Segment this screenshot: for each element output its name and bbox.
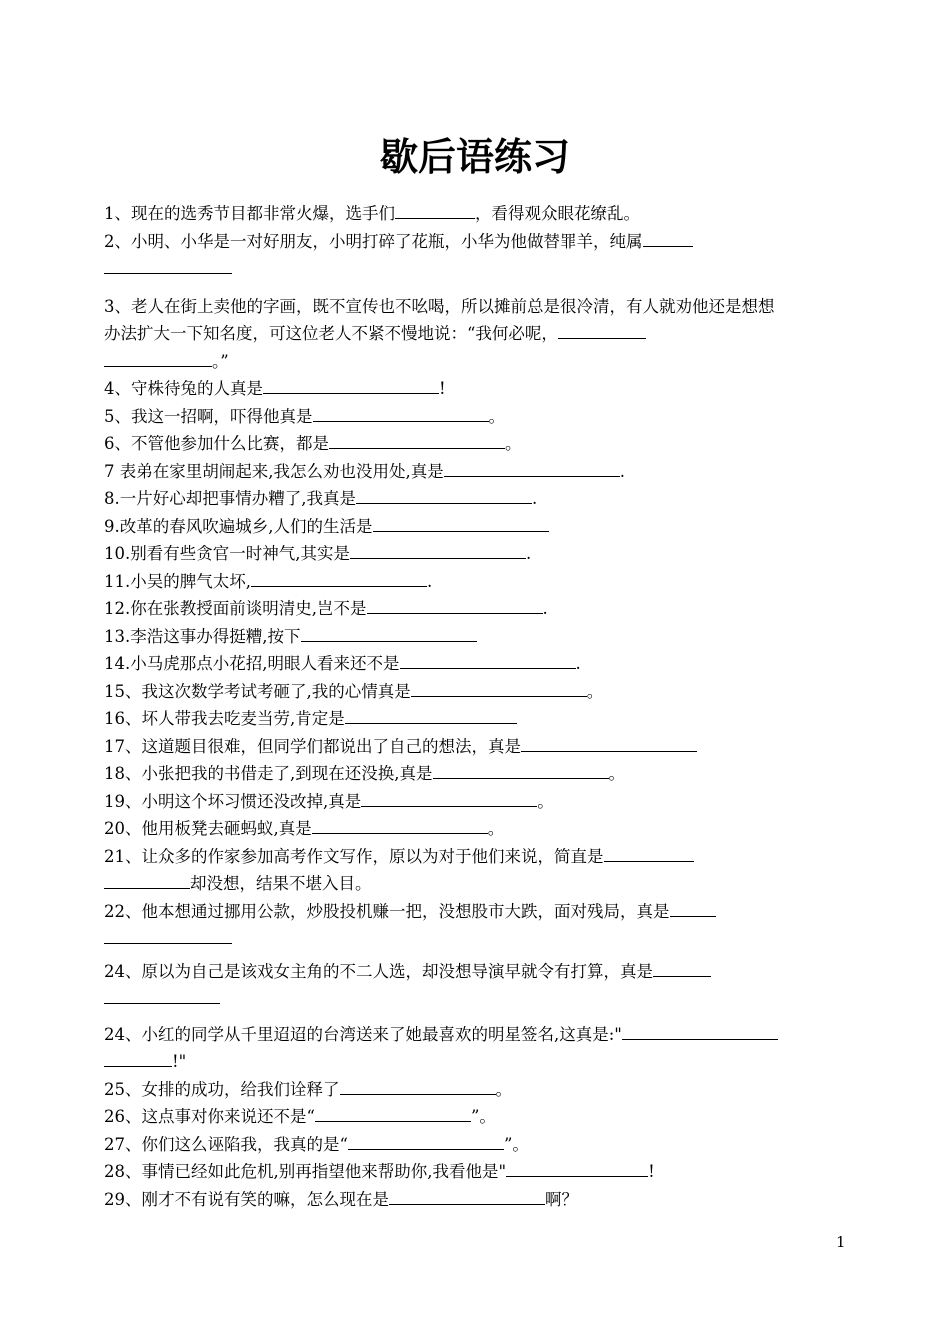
answer-blank[interactable] [104, 926, 232, 944]
answer-blank[interactable] [104, 256, 232, 274]
answer-blank[interactable] [104, 986, 220, 1004]
question-17: 17、这道题目很难，但同学们都说出了自己的想法，真是 [104, 733, 850, 761]
question-22: 22、他本想通过挪用公款，炒股投机赚一把，没想股市大跌，面对残局，真是 [104, 898, 850, 926]
question-6: 6、不管他参加什么比赛，都是 。 [104, 430, 850, 458]
answer-blank[interactable] [389, 1187, 545, 1205]
question-3-line-2: 办法扩大一下知名度，可这位老人不紧不慢地说：“我何必呢， [104, 320, 850, 348]
question-29: 29、刚才不有说有笑的嘛，怎么现在是 啊？ [104, 1186, 850, 1214]
question-8: 8.一片好心却把事情办糟了,我真是 . [104, 485, 850, 513]
question-11: 11.小吴的脾气太坏, . [104, 568, 850, 596]
answer-blank[interactable] [340, 1077, 496, 1095]
answer-blank[interactable] [444, 459, 620, 477]
question-4: 4、守株待兔的人真是 ! [104, 375, 850, 403]
answer-blank[interactable] [395, 201, 475, 219]
answer-blank[interactable] [315, 1104, 471, 1122]
question-19: 19、小明这个坏习惯还没改掉,真是 。 [104, 788, 850, 816]
question-15: 15、我这次数学考试考砸了,我的心情真是 。 [104, 678, 850, 706]
question-28: 28、事情已经如此危机,别再指望他来帮助你,我看他是" ! [104, 1158, 850, 1186]
answer-blank[interactable] [622, 1022, 778, 1040]
question-18: 18、小张把我的书借走了,到现在还没换,真是 。 [104, 760, 850, 788]
answer-blank[interactable] [400, 651, 576, 669]
question-26: 26、这点事对你来说还不是“ ”。 [104, 1103, 850, 1131]
question-3-line-3: 。” [104, 348, 850, 376]
answer-blank[interactable] [643, 229, 693, 247]
question-1: 1、现在的选秀节目都非常火爆，选手们 ，看得观众眼花缭乱。 [104, 200, 850, 228]
answer-blank[interactable] [301, 624, 477, 642]
answer-blank[interactable] [312, 816, 488, 834]
answer-blank[interactable] [373, 514, 549, 532]
answer-blank[interactable] [104, 1049, 172, 1067]
answer-blank[interactable] [104, 349, 212, 367]
question-24a: 24、原以为自己是该戏女主角的不二人选，却没想导演早就令有打算，真是 [104, 958, 850, 986]
answer-blank[interactable] [558, 321, 646, 339]
answer-blank[interactable] [411, 679, 587, 697]
question-10: 10.别看有些贪官一时神气,其实是 . [104, 540, 850, 568]
answer-blank[interactable] [263, 376, 439, 394]
answer-blank[interactable] [329, 431, 505, 449]
question-24a-continued [104, 985, 850, 1013]
answer-blank[interactable] [104, 871, 190, 889]
answer-blank[interactable] [367, 596, 543, 614]
question-13: 13.李浩这事办得挺糟,按下 [104, 623, 850, 651]
question-25: 25、女排的成功，给我们诠释了 。 [104, 1076, 850, 1104]
answer-blank[interactable] [653, 959, 711, 977]
question-5: 5、我这一招啊，吓得他真是 。 [104, 403, 850, 431]
page-title: 歇后语练习 [379, 135, 570, 179]
answer-blank[interactable] [604, 844, 694, 862]
question-21: 21、让众多的作家参加高考作文写作，原以为对于他们来说，简直是 [104, 843, 850, 871]
question-3: 3、老人在街上卖他的字画，既不宣传也不吆喝，所以摊前总是很冷清，有人就劝他还是想想 [104, 296, 775, 316]
answer-blank[interactable] [251, 569, 427, 587]
question-7: 7 表弟在家里胡闹起来,我怎么劝也没用处,真是 . [104, 458, 850, 486]
answer-blank[interactable] [348, 1132, 504, 1150]
answer-blank[interactable] [433, 761, 609, 779]
answer-blank[interactable] [313, 404, 489, 422]
exercise-list [104, 200, 850, 1213]
question-20: 20、他用板凳去砸蚂蚁,真是 。 [104, 815, 850, 843]
question-27: 27、你们这么诬陷我，我真的是“ ”。 [104, 1131, 850, 1159]
question-14: 14.小马虎那点小花招,明眼人看来还不是 . [104, 650, 850, 678]
question-16: 16、坏人带我去吃麦当劳,肯定是 [104, 705, 850, 733]
answer-blank[interactable] [506, 1159, 648, 1177]
page-number: 1 [836, 1233, 846, 1251]
answer-blank[interactable] [350, 541, 526, 559]
answer-blank[interactable] [521, 734, 697, 752]
answer-blank[interactable] [670, 899, 716, 917]
question-24b: 24、小红的同学从千里迢迢的台湾送来了她最喜欢的明星签名,这真是:" [104, 1021, 850, 1049]
question-9: 9.改革的春风吹遍城乡,人们的生活是 [104, 513, 850, 541]
question-2-continued [104, 255, 850, 283]
answer-blank[interactable] [356, 486, 532, 504]
question-24b-continued: !" [104, 1048, 850, 1076]
answer-blank[interactable] [345, 706, 517, 724]
question-22-continued [104, 925, 850, 953]
question-12: 12.你在张教授面前谈明清史,岂不是 . [104, 595, 850, 623]
question-2: 2、小明、小华是一对好朋友，小明打碎了花瓶，小华为他做替罪羊，纯属 [104, 228, 850, 256]
answer-blank[interactable] [361, 789, 537, 807]
question-21-continued: 却没想，结果不堪入目。 [104, 870, 850, 898]
